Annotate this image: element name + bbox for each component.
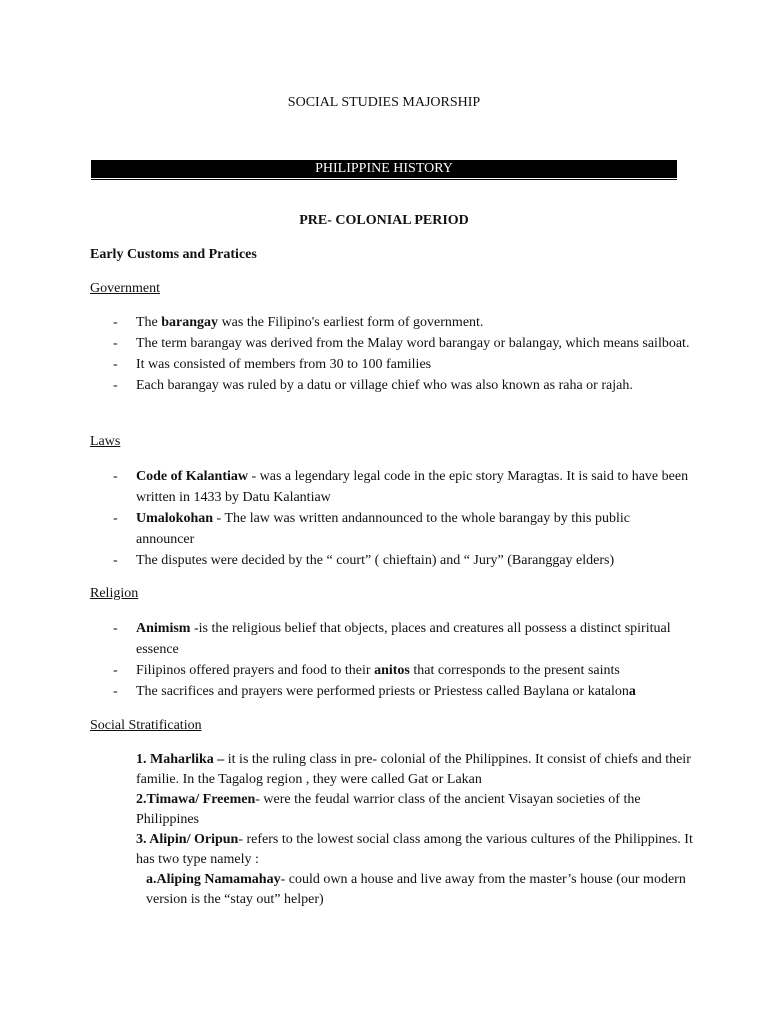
religion-heading: Religion [90, 586, 139, 601]
government-list [90, 312, 690, 396]
band-underline [91, 179, 677, 180]
list-item: - Animism -is the religious belief that objects, places and creatures all possess a distinct spiritual essence [90, 618, 690, 660]
dash-bullet: - [113, 621, 118, 636]
dash-bullet: - [113, 315, 118, 330]
laws-list [90, 466, 690, 571]
list-item: - Filipinos offered prayers and food to their anitos that corresponds to the present saints [90, 660, 690, 681]
list-item: - Each barangay was ruled by a datu or village chief who was also known as raha or rajah. [90, 375, 690, 396]
dash-bullet: - [113, 336, 118, 351]
list-item: - The barangay was the Filipino's earliest form of government. [90, 312, 690, 333]
section-title: Early Customs and Pratices [90, 247, 257, 262]
laws-heading: Laws [90, 434, 121, 449]
social-list [136, 750, 696, 910]
dash-bullet: - [113, 663, 118, 678]
dash-bullet: - [113, 684, 118, 699]
list-item: - The sacrifices and prayers were performed priests or Priestess called Baylana or katalona [90, 681, 690, 702]
list-item: a.Aliping Namamahay- could own a house and live away from the master’s house (our modern version is the “stay out” helper) [146, 872, 686, 907]
dash-bullet: - [113, 469, 118, 484]
religion-list [90, 618, 690, 702]
list-item: - Umalokohan - The law was written andannounced to the whole barangay by this public announcer [90, 508, 690, 550]
list-item: - The term barangay was derived from the Malay word barangay or balangay, which means sailboat. [90, 333, 690, 354]
list-item: - The disputes were decided by the “ court” ( chieftain) and “ Jury” (Baranggay elders) [90, 550, 690, 571]
list-item: 3. Alipin/ Oripun- refers to the lowest social class among the various cultures of the Philippines. It has two type namely : [136, 832, 693, 867]
list-item: - It was consisted of members from 30 to 100 families [90, 354, 690, 375]
section-band: PHILIPPINE HISTORY [91, 160, 677, 178]
dash-bullet: - [113, 378, 118, 393]
document-title: SOCIAL STUDIES MAJORSHIP [287, 95, 481, 110]
dash-bullet: - [113, 553, 118, 568]
dash-bullet: - [113, 357, 118, 372]
government-heading: Government [90, 281, 160, 296]
list-item: 2.Timawa/ Freemen- were the feudal warrior class of the ancient Visayan societies of the Philippines [136, 792, 641, 827]
social-heading: Social Stratification [90, 718, 202, 733]
list-item: - Code of Kalantiaw - was a legendary legal code in the epic story Maragtas. It is said to have been written in 1433 by Datu Kalantiaw [90, 466, 690, 508]
dash-bullet: - [113, 511, 118, 526]
list-item: 1. Maharlika – it is the ruling class in pre- colonial of the Philippines. It consist of chiefs and their familie. In the Tagalog region , they were called Gat or Lakan [136, 752, 691, 787]
period-title: PRE- COLONIAL PERIOD [299, 213, 469, 228]
